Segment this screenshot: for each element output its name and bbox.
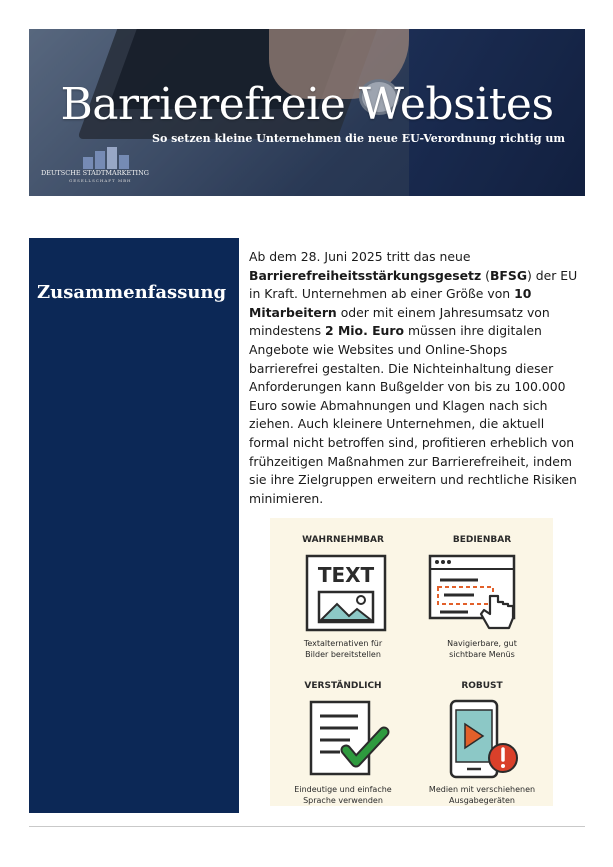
summary-bold-bfsg: BFSG	[489, 267, 527, 283]
operable-title: BEDIENBAR	[452, 535, 512, 545]
robust-caption-1: Medien mit verschiehenen	[428, 785, 536, 794]
page-divider	[29, 826, 585, 827]
summary-paragraph	[249, 248, 579, 508]
robust-title: ROBUST	[461, 681, 503, 691]
perceivable-caption-1: Textalternativen für	[303, 639, 383, 648]
text-image-icon	[305, 554, 387, 632]
logo-text: DEUTSCHE STADTMARKETING	[41, 169, 149, 177]
hero-subtitle: So setzen kleine Unternehmen die neue EU-Verordnung richtig um	[152, 132, 565, 145]
understandable-caption-1: Eindeutige und einfache	[294, 785, 392, 794]
understandable-title: VERSTÄNDLICH	[304, 681, 382, 691]
hero-banner	[29, 29, 585, 196]
company-logo	[41, 147, 161, 187]
summary-sidebar	[29, 238, 239, 813]
menu-hand-icon	[428, 554, 528, 634]
summary-bold-law: Barrierefreiheitsstärkungsgesetz	[249, 267, 482, 283]
svg-text:TEXT: TEXT	[317, 563, 375, 587]
summary-text-1: Ab dem 28. Juni 2025 tritt das neue	[249, 249, 471, 264]
operable-caption-2: sichtbare Menüs	[449, 650, 515, 659]
robust-caption-2: Ausgabegeräten	[448, 796, 515, 805]
summary-text-3: ) der EU in Kraft. Unternehmen ab einer Größe von	[249, 267, 578, 302]
summary-text-2: (	[481, 267, 490, 283]
hero-title: Barrierefreie Websites	[60, 79, 554, 130]
sidebar-title: Zusammenfassung	[37, 282, 227, 303]
tablet-media-icon	[445, 698, 525, 782]
summary-text-5: müssen ihre digitalen Angebote wie Websites und Online-Shops barrierefrei gestalten. Die Nichteinhaltung dieser Anforderungen kann Bußgelder von bis zu 100.000 Euro sowie Abmahnungen und Klagen nach sich ziehen. Auch kleinere Unternehmen, die aktuell formal nicht betroffen sind, profitieren erheblich von frühzeitigen Maßnahmen zur Barrierefreiheit, indem sie ihre Zielgruppen erweitern und rechtliche Risiken minimieren.	[249, 323, 577, 506]
summary-bold-employees: 10 Mitarbeitern	[249, 286, 532, 320]
understandable-caption-2: Sprache verwenden	[303, 796, 383, 805]
logo-bars-icon	[83, 147, 133, 169]
operable-caption-1: Navigierbare, gut	[447, 639, 517, 648]
summary-text-4: oder mit einem Jahresumsatz von mindestens	[249, 304, 550, 339]
perceivable-title: WAHRNEHMBAR	[302, 535, 384, 545]
accessibility-infographic	[270, 518, 553, 806]
summary-bold-revenue: 2 Mio. Euro	[325, 323, 405, 339]
logo-subtext: GESELLSCHAFT MBH	[69, 178, 132, 183]
perceivable-caption-2: Bilder bereitstellen	[305, 650, 381, 659]
document-check-icon	[306, 698, 396, 780]
